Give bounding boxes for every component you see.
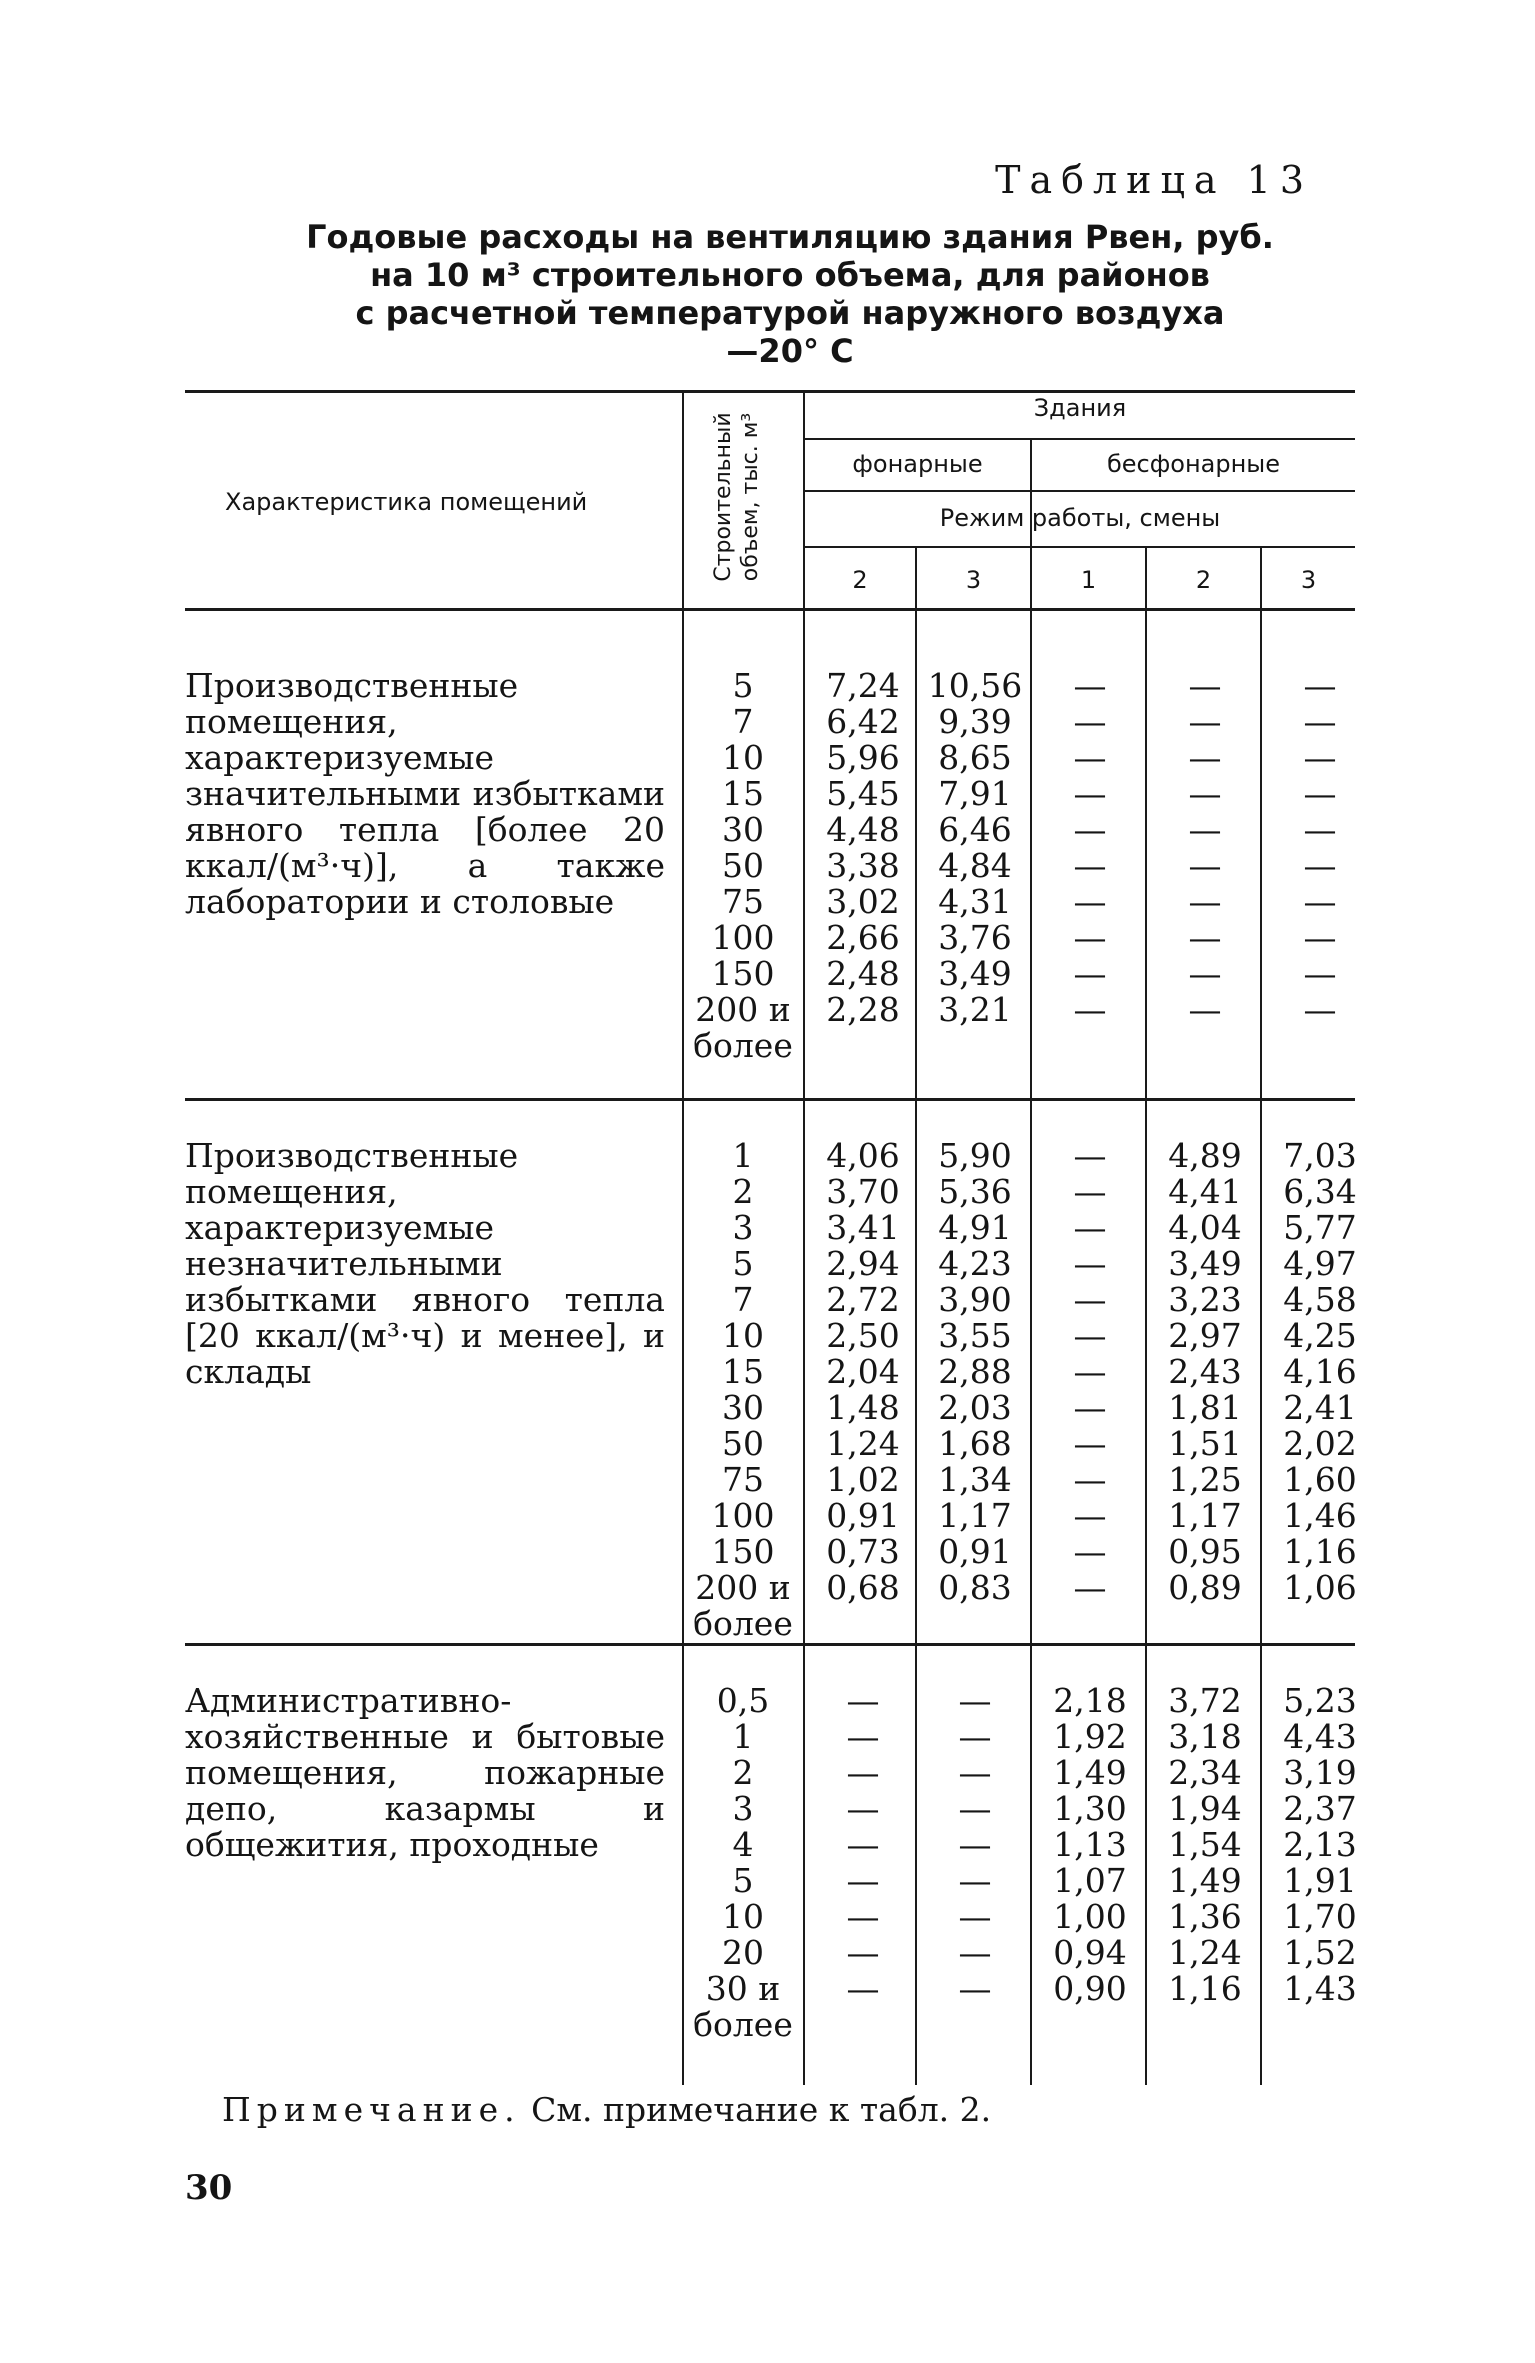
table-cell: 1,48 (826, 1388, 900, 1427)
table-cell: 1,13 (1053, 1825, 1127, 1864)
table-cell: 0,90 (1053, 1969, 1127, 2008)
table-cell: 15 (722, 774, 764, 813)
table-cell: — (1303, 846, 1337, 885)
table-cell: — (846, 1933, 880, 1972)
table-cell: 2,34 (1168, 1753, 1242, 1792)
header-shift-2: 3 (965, 566, 982, 594)
table-cell: — (1073, 666, 1107, 705)
table-cell: — (958, 1825, 992, 1864)
table-cell: 5 (732, 1244, 754, 1283)
title-line-3: с расчетной температурой наружного воздуха (355, 294, 1225, 332)
table-cell: 1,00 (1053, 1897, 1127, 1936)
table-cell: 4,25 (1283, 1316, 1357, 1355)
note-text: См. примечание к табл. 2. (520, 2090, 992, 2129)
table-cell: 1,51 (1168, 1424, 1242, 1463)
table-cell: — (1073, 1316, 1107, 1355)
table-cell: 8,65 (938, 738, 1012, 777)
table-cell: 30 (722, 1388, 764, 1427)
table-cell: 3,21 (938, 990, 1012, 1029)
header-shift-1: 2 (852, 566, 868, 594)
table-cell: 5,45 (826, 774, 900, 813)
table-cell: — (958, 1717, 992, 1756)
table-cell: 2,66 (826, 918, 900, 957)
table-cell: — (1073, 1208, 1107, 1247)
table-cell: 0,89 (1168, 1568, 1242, 1607)
table-title (250, 218, 1330, 370)
vrule-nolantern-split-2 (1260, 548, 1262, 2085)
table-cell: — (958, 1681, 992, 1720)
table-cell: 200 и (695, 1568, 791, 1607)
table-cell: 0,5 (716, 1681, 770, 1720)
header-volume-text: Строительный объем, тыс. м³ (711, 412, 763, 582)
section-2-volume-column (688, 1138, 798, 1642)
table-cell: — (958, 1861, 992, 1900)
table-cell: — (1188, 918, 1222, 957)
table-cell: 0,73 (826, 1532, 900, 1571)
table-note (222, 2090, 991, 2129)
table-cell: — (958, 1789, 992, 1828)
table-cell: — (846, 1753, 880, 1792)
section-3-volume-column (688, 1683, 798, 2043)
table-cell: 3,49 (1168, 1244, 1242, 1283)
section-1-description: Производственные помещения, характеризуемые значительными избытками явного тепла [более 20 ккал/(м³·ч)], а также лаборатории и столовые (185, 666, 665, 921)
section-2-lantern-shift-3-column (920, 1138, 1030, 1606)
table-cell: — (1303, 702, 1337, 741)
section-3-lantern-shift-2-column (808, 1683, 918, 2007)
table-cell: 1,70 (1283, 1897, 1357, 1936)
table-cell: 3 (732, 1789, 754, 1828)
table-cell: 1,30 (1053, 1789, 1127, 1828)
table-cell: — (1073, 1424, 1107, 1463)
section-1-nolantern-shift-2-column (1150, 668, 1260, 1028)
table-cell: — (1188, 990, 1222, 1029)
page-number: 30 (185, 2168, 233, 2208)
table-cell: 1,81 (1168, 1388, 1242, 1427)
table-cell: 3,41 (826, 1208, 900, 1247)
table-cell: 6,34 (1283, 1172, 1357, 1211)
table-cell: — (1073, 918, 1107, 957)
table-cell: — (1188, 954, 1222, 993)
table-cell: 75 (722, 1460, 764, 1499)
table-cell: 10 (722, 1897, 764, 1936)
table-cell: 5,90 (938, 1136, 1012, 1175)
table-cell: — (1073, 1460, 1107, 1499)
table-cell: 30 (722, 810, 764, 849)
section-1-lantern-shift-3-column (920, 668, 1030, 1028)
vrule-data-left (803, 392, 805, 2085)
table-cell: 1,24 (1168, 1933, 1242, 1972)
table-cell: — (1073, 1532, 1107, 1571)
table-cell: 100 (711, 918, 775, 957)
table-cell: 5,23 (1283, 1681, 1357, 1720)
table-cell: 4,91 (938, 1208, 1012, 1247)
section-1-bottom-rule (185, 1098, 1355, 1101)
table-cell: 3,38 (826, 846, 900, 885)
table-cell: 2,43 (1168, 1352, 1242, 1391)
section-2-description: Производственные помещения, характеризуемые незначительными избытками явного тепла [20 ккал/(м³·ч) и менее], и склады (185, 1136, 665, 1391)
table-cell: 7 (732, 1280, 754, 1319)
table-cell: 2,48 (826, 954, 900, 993)
table-cell: 1,16 (1168, 1969, 1242, 2008)
table-cell: 10 (722, 738, 764, 777)
table-cell: 3,55 (938, 1316, 1012, 1355)
table-cell: — (846, 1717, 880, 1756)
table-cell: — (1073, 1172, 1107, 1211)
header-no-lantern: бесфонарные (1106, 450, 1280, 478)
table-cell: — (958, 1897, 992, 1936)
table-cell: 1,34 (938, 1460, 1012, 1499)
table-cell: — (1073, 954, 1107, 993)
table-cell: 2 (732, 1753, 754, 1792)
table-cell: 1,24 (826, 1424, 900, 1463)
table-cell: 2,94 (826, 1244, 900, 1283)
header-shift-4: 2 (1195, 566, 1212, 594)
table-cell: — (1303, 774, 1337, 813)
table-cell: — (1073, 882, 1107, 921)
vrule-lantern-nolantern (1030, 440, 1032, 2085)
table-cell: 1,91 (1283, 1861, 1357, 1900)
section-3-nolantern-shift-1-column (1035, 1683, 1145, 2007)
table-cell: — (958, 1969, 992, 2008)
table-cell: 30 и (705, 1969, 781, 2008)
table-cell: 7,24 (826, 666, 900, 705)
table-cell: 1,92 (1053, 1717, 1127, 1756)
table-cell: 0,91 (826, 1496, 900, 1535)
table-cell: более (693, 2005, 793, 2044)
table-cell: 2,41 (1283, 1388, 1357, 1427)
table-cell: 150 (711, 954, 775, 993)
table-cell: — (1073, 1568, 1107, 1607)
table-cell: — (1073, 774, 1107, 813)
table-cell: 4,84 (938, 846, 1012, 885)
header-bottom-rule (185, 608, 1355, 611)
table-cell: 1,49 (1053, 1753, 1127, 1792)
table-cell: 1,68 (938, 1424, 1012, 1463)
table-cell: — (1073, 1244, 1107, 1283)
table-cell: 0,68 (826, 1568, 900, 1607)
mode-rule (803, 546, 1355, 548)
title-line-1: Годовые расходы на вентиляцию здания Pвен, руб. (306, 218, 1274, 256)
table-cell: 3,76 (938, 918, 1012, 957)
table-label: Таблица 13 (995, 158, 1313, 202)
table-cell: 150 (711, 1532, 775, 1571)
table-cell: 4 (732, 1825, 754, 1864)
header-characteristic: Характеристика помещений (225, 488, 588, 516)
table-cell: — (846, 1861, 880, 1900)
table-cell: 5 (732, 1861, 754, 1900)
table-cell: — (1188, 810, 1222, 849)
table-cell: — (958, 1933, 992, 1972)
table-cell: 3,18 (1168, 1717, 1242, 1756)
table-cell: — (1303, 738, 1337, 777)
table-cell: 4,31 (938, 882, 1012, 921)
table-cell: 1,52 (1283, 1933, 1357, 1972)
table-cell: — (1188, 666, 1222, 705)
table-cell: 3 (732, 1208, 754, 1247)
buildings-rule (803, 438, 1355, 440)
vrule-volume-left (682, 392, 684, 2085)
lantern-rule (803, 490, 1355, 492)
table-cell: 50 (722, 846, 764, 885)
header-shift-3: 1 (1080, 566, 1097, 594)
table-cell: — (1303, 666, 1337, 705)
table-cell: — (1073, 1388, 1107, 1427)
header-shift-5: 3 (1300, 566, 1317, 594)
table-cell: 1,54 (1168, 1825, 1242, 1864)
header-lantern: фонарные (852, 450, 983, 478)
table-cell: 4,16 (1283, 1352, 1357, 1391)
table-cell: 2,18 (1053, 1681, 1127, 1720)
section-3-description: Административно-хозяйственные и бытовые помещения, пожарные депо, казармы и общежития, проходные (185, 1681, 665, 1864)
note-label: Примечание. (222, 2090, 521, 2129)
table-cell: 75 (722, 882, 764, 921)
section-1-nolantern-shift-3-column (1265, 668, 1375, 1028)
table-cell: 1,17 (1168, 1496, 1242, 1535)
table-cell: — (1073, 846, 1107, 885)
table-cell: — (1073, 990, 1107, 1029)
table-cell: 1,16 (1283, 1532, 1357, 1571)
table-cell: — (1303, 918, 1337, 957)
header-mode: Режим работы, смены (939, 504, 1221, 532)
table-cell: 4,43 (1283, 1717, 1357, 1756)
vrule-nolantern-split-1 (1145, 548, 1147, 2085)
section-2-nolantern-shift-2-column (1150, 1138, 1260, 1606)
table-cell: — (846, 1825, 880, 1864)
table-cell: 5,96 (826, 738, 900, 777)
section-2-nolantern-shift-1-column (1035, 1138, 1145, 1606)
header-buildings: Здания (1033, 394, 1127, 422)
table-cell: 1,25 (1168, 1460, 1242, 1499)
section-3-lantern-shift-3-column (920, 1683, 1030, 2007)
table-cell: 2,97 (1168, 1316, 1242, 1355)
table-cell: 10,56 (927, 666, 1023, 705)
header-volume (682, 392, 792, 602)
table-cell: 50 (722, 1424, 764, 1463)
table-cell: — (1303, 882, 1337, 921)
table-cell: 10 (722, 1316, 764, 1355)
table-cell: 1,17 (938, 1496, 1012, 1535)
table-cell: 2,88 (938, 1352, 1012, 1391)
table-cell: — (1073, 1496, 1107, 1535)
table-cell: 3,19 (1283, 1753, 1357, 1792)
table-cell: — (846, 1789, 880, 1828)
table-cell: 1,46 (1283, 1496, 1357, 1535)
table-cell: — (1073, 738, 1107, 777)
table-cell: более (693, 1604, 793, 1643)
table-cell: 3,49 (938, 954, 1012, 993)
table-cell: 3,70 (826, 1172, 900, 1211)
section-3-nolantern-shift-3-column (1265, 1683, 1375, 2007)
table-cell: — (1303, 954, 1337, 993)
table-cell: 0,94 (1053, 1933, 1127, 1972)
table-cell: более (693, 1026, 793, 1065)
table-cell: 4,97 (1283, 1244, 1357, 1283)
table-cell: — (1073, 702, 1107, 741)
table-cell: 2,72 (826, 1280, 900, 1319)
table-cell: 3,72 (1168, 1681, 1242, 1720)
table-cell: 1,06 (1283, 1568, 1357, 1607)
table-cell: 1 (732, 1136, 754, 1175)
title-line-4: —20° С (726, 332, 854, 370)
table-cell: 4,58 (1283, 1280, 1357, 1319)
table-cell: — (1188, 702, 1222, 741)
table-cell: — (1073, 1352, 1107, 1391)
section-2-bottom-rule (185, 1643, 1355, 1646)
table-cell: 7,91 (938, 774, 1012, 813)
table-cell: 4,48 (826, 810, 900, 849)
table-cell: — (1188, 846, 1222, 885)
table-cell: 15 (722, 1352, 764, 1391)
table-cell: 1,49 (1168, 1861, 1242, 1900)
table-cell: — (1188, 774, 1222, 813)
table-cell: 4,04 (1168, 1208, 1242, 1247)
table-cell: — (1073, 810, 1107, 849)
section-1-lantern-shift-2-column (808, 668, 918, 1028)
table-cell: 1,36 (1168, 1897, 1242, 1936)
section-1-volume-column (688, 668, 798, 1064)
table-cell: 2 (732, 1172, 754, 1211)
title-line-2: на 10 м³ строительного объема, для районов (370, 256, 1210, 294)
section-1-nolantern-shift-1-column (1035, 668, 1145, 1028)
table-cell: 4,89 (1168, 1136, 1242, 1175)
table-cell: 3,02 (826, 882, 900, 921)
table-cell: 6,42 (826, 702, 900, 741)
table-cell: 2,37 (1283, 1789, 1357, 1828)
table-cell: — (958, 1753, 992, 1792)
table-cell: 200 и (695, 990, 791, 1029)
table-cell: 1,60 (1283, 1460, 1357, 1499)
table-cell: — (1303, 810, 1337, 849)
table-cell: 2,02 (1283, 1424, 1357, 1463)
table-cell: 2,03 (938, 1388, 1012, 1427)
table-cell: 9,39 (938, 702, 1012, 741)
table-cell: 2,28 (826, 990, 900, 1029)
table-cell: 2,50 (826, 1316, 900, 1355)
table-cell: 6,46 (938, 810, 1012, 849)
table-cell: 1,94 (1168, 1789, 1242, 1828)
table-cell: 4,23 (938, 1244, 1012, 1283)
table-cell: — (846, 1969, 880, 2008)
section-3-nolantern-shift-2-column (1150, 1683, 1260, 2007)
table-cell: 2,13 (1283, 1825, 1357, 1864)
table-cell: — (1188, 738, 1222, 777)
table-cell: 5 (732, 666, 754, 705)
table-cell: 3,23 (1168, 1280, 1242, 1319)
section-2-nolantern-shift-3-column (1265, 1138, 1375, 1606)
table-cell: 1 (732, 1717, 754, 1756)
table-cell: 0,83 (938, 1568, 1012, 1607)
table-cell: 0,95 (1168, 1532, 1242, 1571)
table-cell: — (1073, 1280, 1107, 1319)
table-cell: 1,02 (826, 1460, 900, 1499)
table-cell: 0,91 (938, 1532, 1012, 1571)
table-cell: 4,41 (1168, 1172, 1242, 1211)
table-cell: 5,77 (1283, 1208, 1357, 1247)
table-cell: 1,07 (1053, 1861, 1127, 1900)
table-cell: 1,43 (1283, 1969, 1357, 2008)
table-cell: 20 (722, 1933, 764, 1972)
table-cell: 2,04 (826, 1352, 900, 1391)
table-cell: 5,36 (938, 1172, 1012, 1211)
table-cell: — (1303, 990, 1337, 1029)
table-cell: 100 (711, 1496, 775, 1535)
table-cell: 7,03 (1283, 1136, 1357, 1175)
table-cell: 7 (732, 702, 754, 741)
table-cell: 3,90 (938, 1280, 1012, 1319)
section-2-lantern-shift-2-column (808, 1138, 918, 1606)
table-cell: — (846, 1897, 880, 1936)
table-cell: — (1188, 882, 1222, 921)
table-cell: 4,06 (826, 1136, 900, 1175)
table-cell: — (1073, 1136, 1107, 1175)
table-cell: — (846, 1681, 880, 1720)
